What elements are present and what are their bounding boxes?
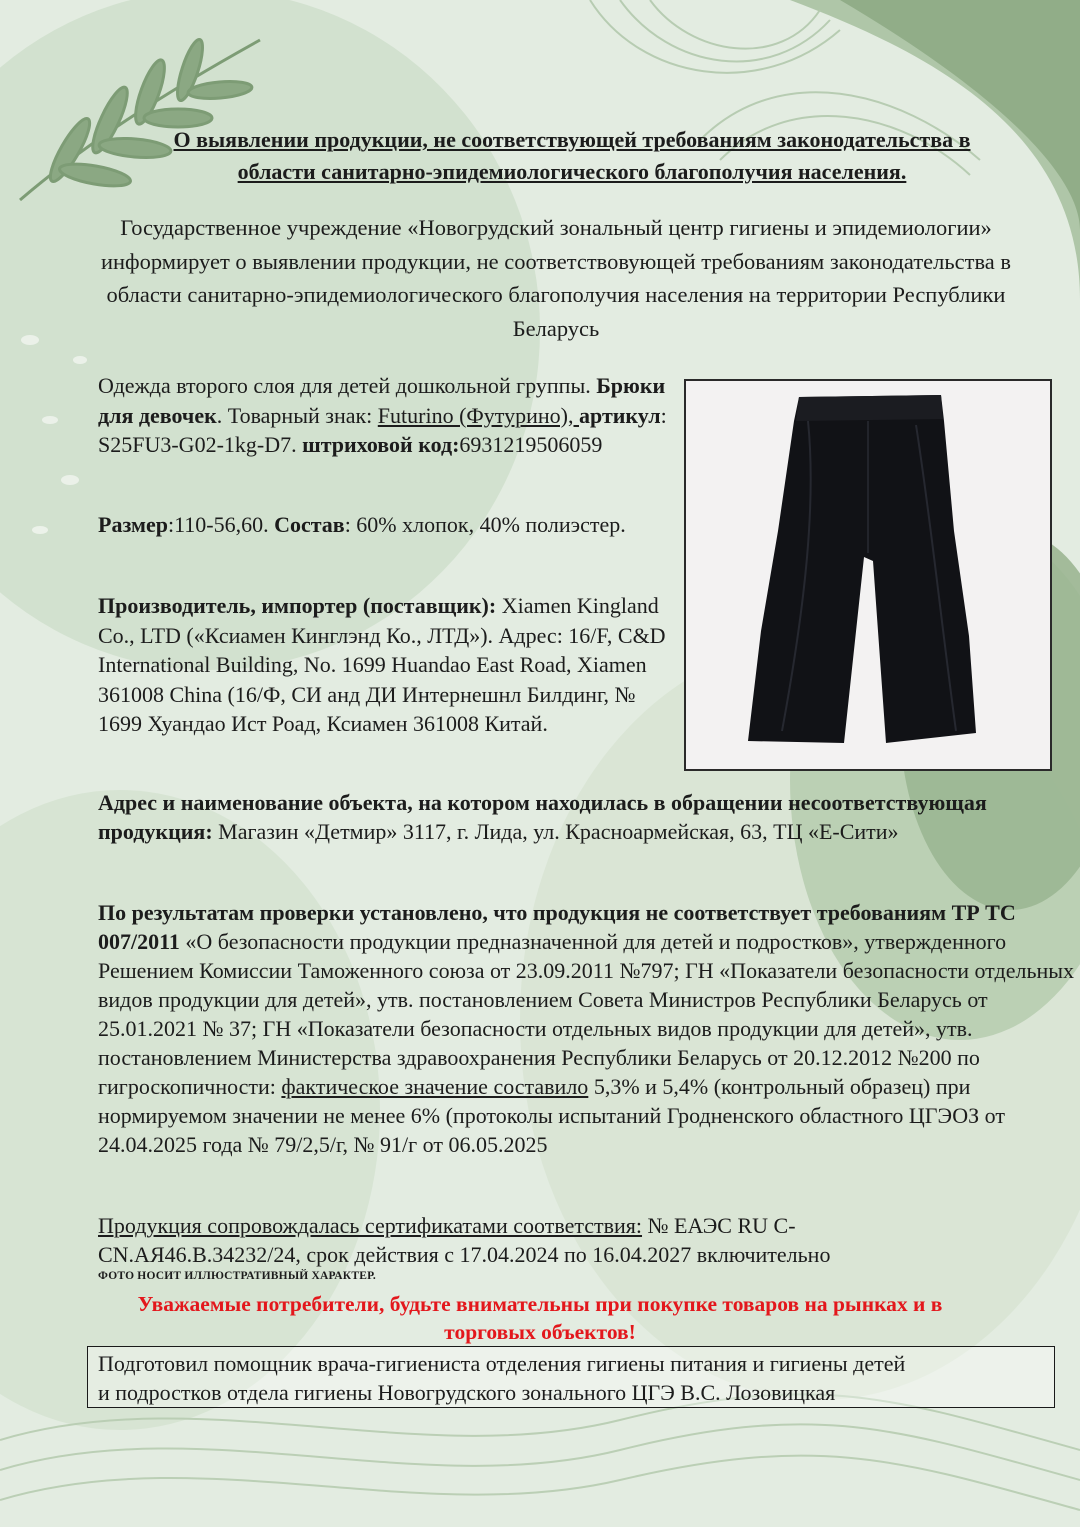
result-actual-value-label: фактическое значение составило (281, 1074, 589, 1099)
certificate-text: № ЕАЭС RU C-CN.АЯ46.В.34232/24, срок действия с 17.04.2024 по 16.04.2027 включительно (98, 1213, 831, 1267)
composition-value: : 60% хлопок, 40% полиэстер. (344, 512, 626, 537)
manufacturer-label: Производитель, импортер (поставщик): (98, 593, 502, 618)
size-value: :110-56,60. (167, 512, 275, 537)
prepared-line-2: и подростков отдела гигиены Новогрудского зонального ЦГЭ В.С. Лозовицкая (98, 1380, 836, 1405)
article-label: артикул (579, 402, 661, 428)
trademark-value: Futurino (Футурино), (377, 402, 579, 428)
article-value: : S25FU3-G02-1kg-D7. (98, 402, 667, 457)
prepared-line-1: Подготовил помощник врача-гигиениста отделения гигиены питания и гигиены детей (98, 1351, 906, 1376)
manufacturer-text: Xiamen Kingland Co., LTD («Ксиамен Кинглэнд Ко., ЛТД»). Адрес: 16/F, C&D International Building, No. 1699 Huandao East Road, Xiamen 361008 China (16/Ф, СИ анд ДИ Интернешнл Билдинг, № 1699 Хуандао Ист Роад, Ксиамен 361008 Китай. (98, 593, 666, 736)
inspection-result-block (98, 898, 1078, 1159)
intro-line-1: Государственное учреждение «Новогрудский зональный центр гигиены и эпидемиологии» (120, 215, 992, 240)
consumer-warning (40, 1290, 1040, 1346)
product-photo (684, 379, 1052, 771)
size-composition (98, 510, 676, 540)
barcode-label: штриховой код: (302, 432, 460, 457)
manufacturer-block (98, 591, 676, 739)
title-line-1: О выявлении продукции, не соответствующей требованиям законодательства в (173, 127, 971, 152)
prepared-by-box (87, 1346, 1055, 1408)
barcode-value: 6931219506059 (459, 432, 603, 457)
warning-line-2: торговых объектов! (444, 1320, 636, 1344)
title-line-2: области санитарно-эпидемиологического благополучия населения. (237, 159, 907, 184)
photo-illustrative-note: ФОТО НОСИТ ИЛЛЮСТРАТИВНЫЙ ХАРАКТЕР. (98, 1270, 376, 1282)
intro-line-2: информирует о выявлении продукции, не соответствовующей требованиям законодательства в (100, 248, 1012, 274)
composition-label: Состав (274, 512, 345, 537)
page-title (60, 124, 1080, 188)
product-description (98, 371, 676, 460)
retail-location-block (98, 788, 1078, 846)
result-text-1: «О безопасности продукции предназначенной для детей и подростков», утвержденного Решением Комиссии Таможенного союза от 23.09.2011 №797; ГН «Показатели безопасности отдельных видов продукции для детей», утв. постановлением Совета Министров Республики Беларусь от 25.01.2021 № 37; ГН «Показатели безопасности отдельных видов продукции для детей», утв. постановлением Министерства здравоохранения Республики Беларусь от 20.12.2012 №200 по гигроскопичности: (98, 929, 1075, 1099)
pants-image (686, 381, 1050, 769)
result-text-2: 5,3% и 5,4% (контрольный образец) при нормируемом значении не менее 6% (протоколы испытаний Гродненского областного ЦГЭОЗ от 24.04.2025 года № 79/2,5/г, № 91/г от 06.05.2025 (98, 1074, 1005, 1157)
certificate-block (98, 1211, 978, 1269)
location-text: Магазин «Детмир» 3117, г. Лида, ул. Красноармейская, 63, ТЦ «Е-Сити» (218, 819, 899, 844)
product-desc-prefix: Одежда второго слоя для детей дошкольной группы. (98, 373, 597, 398)
trademark-label: . Товарный знак: (216, 402, 378, 428)
size-label: Размер (98, 512, 168, 537)
warning-line-1: Уважаемые потребители, будьте внимательны при покупке товаров на рынках и в (137, 1292, 943, 1316)
intro-line-4: Беларусь (512, 315, 600, 341)
intro-paragraph (32, 211, 1080, 345)
product-name: Брюки для девочек (98, 373, 666, 428)
intro-line-3: области санитарно-эпидемиологического благополучия населения на территории Республики (106, 282, 1006, 307)
certificate-label: Продукция сопровождалась сертификатами соответствия: (98, 1213, 643, 1238)
location-label: Адрес и наименование объекта, на котором находилась в обращении несоответствующая продукция: (98, 790, 987, 844)
result-bold-intro: По результатам проверки установлено, что продукция не соответствует требованиям ТР ТС 007/2011 (98, 900, 1016, 954)
